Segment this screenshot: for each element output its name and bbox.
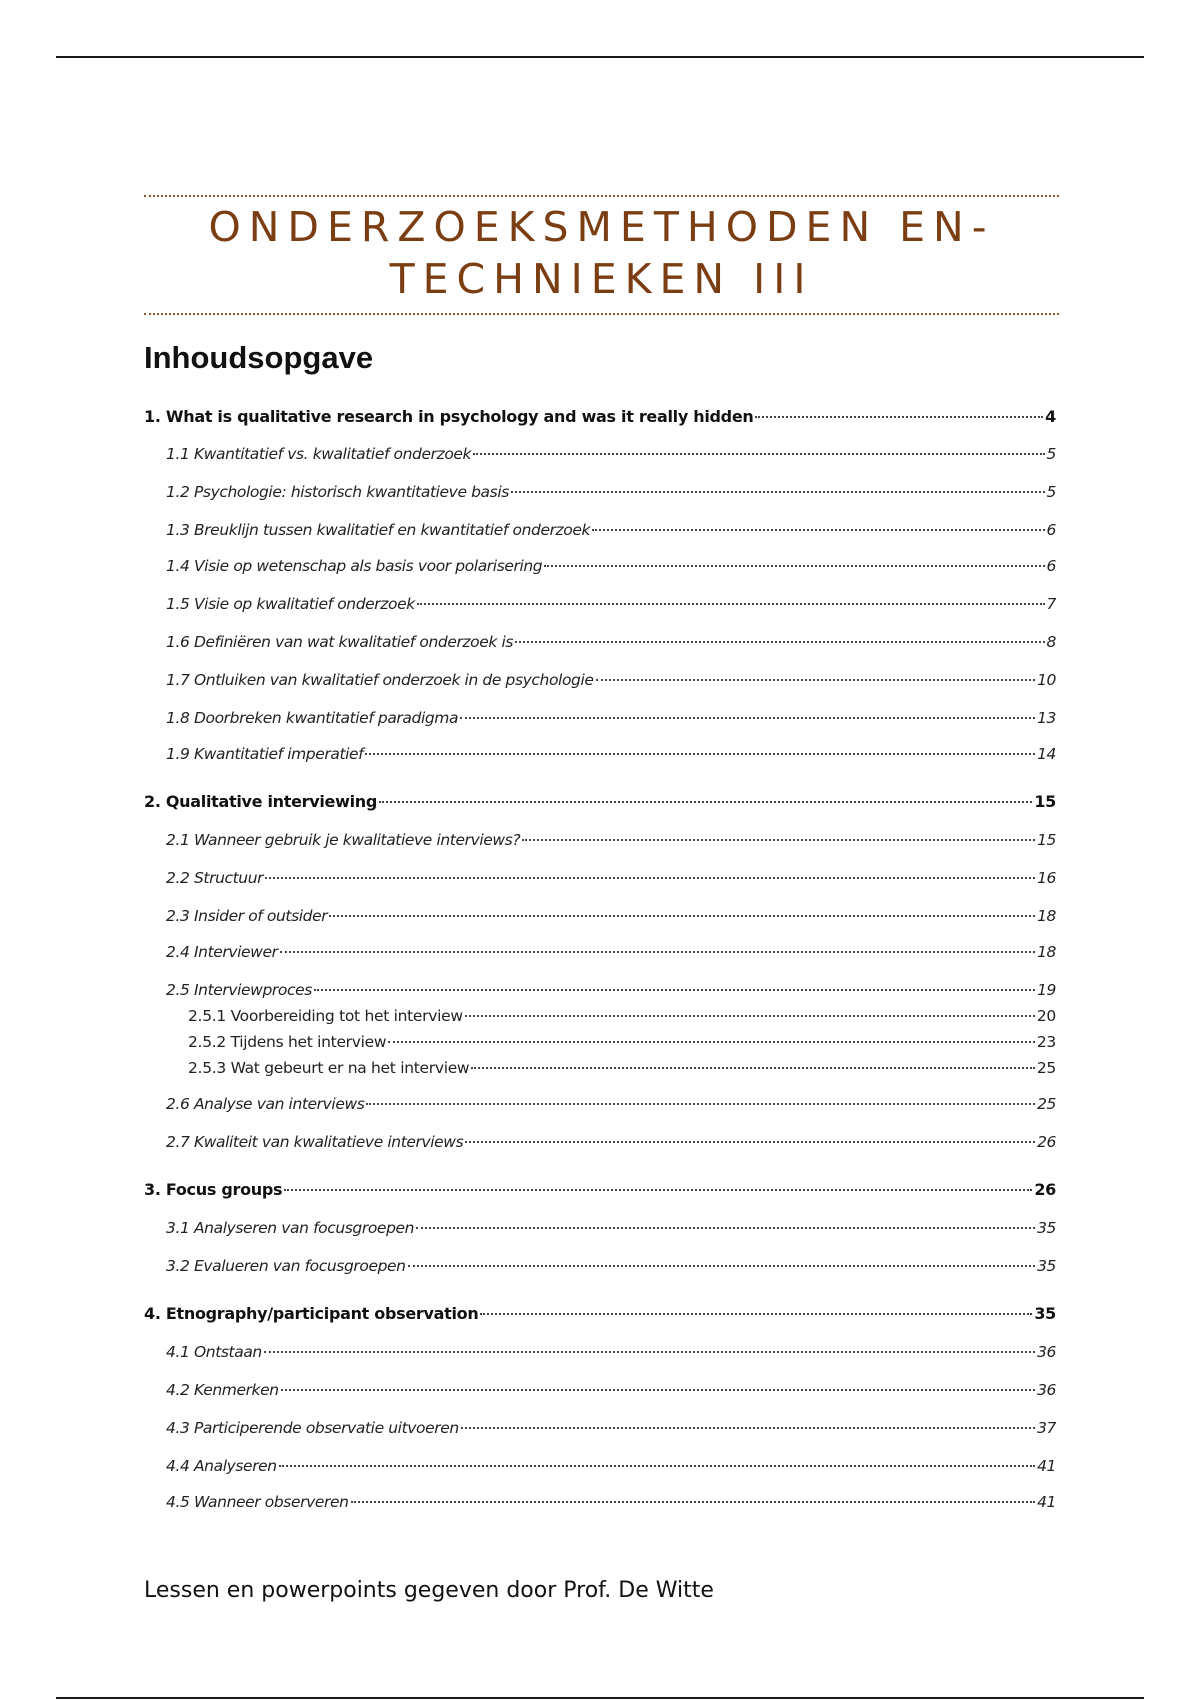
toc-entry-label: 1.5 Visie op kwalitatief onderzoek: [166, 595, 415, 613]
toc-leader-dots: [265, 877, 1035, 879]
toc-entry-label: 2.3 Insider of outsider: [166, 907, 328, 925]
toc-leader-dots: [279, 1465, 1035, 1467]
toc-leader-dots: [544, 565, 1044, 567]
toc-entry[interactable]: [166, 518, 1056, 542]
toc-leader-dots: [471, 1067, 1035, 1069]
toc-leader-dots: [284, 1189, 1032, 1191]
toc-entry-page: 15: [1037, 831, 1056, 849]
toc-entry-page: 15: [1034, 792, 1056, 811]
toc-leader-dots: [408, 1265, 1035, 1267]
toc-entry-page: 41: [1037, 1493, 1056, 1511]
title-box: [144, 195, 1059, 315]
toc-leader-dots: [465, 1015, 1035, 1017]
toc-entry[interactable]: [166, 1490, 1056, 1514]
toc-entry[interactable]: [188, 1030, 1056, 1054]
toc-leader-dots: [351, 1501, 1036, 1503]
toc-entry-label: 1.1 Kwantitatief vs. kwalitatief onderzoek: [166, 445, 472, 463]
toc-leader-dots: [596, 679, 1036, 681]
toc-entry-page: 26: [1034, 1180, 1056, 1199]
toc-entry-label: 2.7 Kwaliteit van kwalitatieve interviews: [166, 1133, 464, 1151]
toc-entry[interactable]: [166, 1130, 1056, 1154]
toc-entry-page: 13: [1037, 709, 1056, 727]
toc-leader-dots: [522, 839, 1035, 841]
toc-entry[interactable]: [166, 742, 1056, 766]
toc-entry-page: 18: [1037, 943, 1056, 961]
toc-entry-page: 7: [1046, 595, 1056, 613]
toc-leader-dots: [379, 801, 1032, 803]
toc-entry-page: 8: [1046, 633, 1056, 651]
toc-leader-dots: [511, 491, 1045, 493]
toc-leader-dots: [465, 1141, 1035, 1143]
toc-entry[interactable]: [166, 1454, 1056, 1478]
toc-entry[interactable]: [166, 978, 1056, 1002]
toc-entry-label: 2.6 Analyse van interviews: [166, 1095, 365, 1113]
toc-entry-label: 4.1 Ontstaan: [166, 1343, 262, 1361]
toc-entry[interactable]: [188, 1056, 1056, 1080]
toc-entry-label: 3.1 Analyseren van focusgroepen: [166, 1219, 415, 1237]
header-rule: [56, 56, 1144, 58]
toc-entry[interactable]: [144, 790, 1056, 814]
toc-entry-page: 25: [1037, 1095, 1056, 1113]
toc-entry[interactable]: [166, 706, 1056, 730]
toc-entry-label: 2.5 Interviewproces: [166, 981, 312, 999]
toc-entry-page: 5: [1046, 483, 1056, 501]
toc-entry-page: 41: [1037, 1457, 1056, 1475]
toc-leader-dots: [365, 753, 1035, 755]
toc-entry[interactable]: [166, 480, 1056, 504]
toc-entry-label: 2.5.2 Tijdens het interview: [188, 1033, 387, 1051]
toc-entry[interactable]: [166, 940, 1056, 964]
toc-entry-page: 14: [1037, 745, 1056, 763]
toc-entry-page: 18: [1037, 907, 1056, 925]
toc-entry-page: 36: [1037, 1381, 1056, 1399]
toc-entry-page: 26: [1037, 1133, 1056, 1151]
toc-entry-label: 1.2 Psychologie: historisch kwantitatieve basis: [166, 483, 509, 501]
toc-entry-page: 16: [1037, 869, 1056, 887]
toc-entry-label: 2.5.3 Wat gebeurt er na het interview: [188, 1059, 470, 1077]
toc-leader-dots: [515, 641, 1044, 643]
toc-leader-dots: [314, 989, 1035, 991]
toc-entry-label: 1.4 Visie op wetenschap als basis voor polarisering: [166, 557, 543, 575]
toc-entry-label: 4. Etnography/participant observation: [144, 1304, 479, 1323]
toc-entry-label: 2.1 Wanneer gebruik je kwalitatieve interviews?: [166, 831, 521, 849]
toc-entry-page: 4: [1045, 407, 1056, 426]
toc-entry[interactable]: [166, 1340, 1056, 1364]
toc-entry-label: 4.5 Wanneer observeren: [166, 1493, 349, 1511]
toc-entry[interactable]: [166, 630, 1056, 654]
toc-entry-page: 23: [1036, 1033, 1056, 1051]
toc-entry-page: 10: [1037, 671, 1056, 689]
toc-leader-dots: [755, 416, 1043, 418]
toc-leader-dots: [280, 951, 1036, 953]
toc-entry-label: 1.7 Ontluiken van kwalitatief onderzoek in de psychologie: [166, 671, 594, 689]
toc-entry-page: 6: [1046, 557, 1056, 575]
toc-entry-page: 35: [1037, 1257, 1056, 1275]
toc-entry-page: 25: [1036, 1059, 1056, 1077]
toc-leader-dots: [417, 603, 1045, 605]
toc-entry[interactable]: [166, 592, 1056, 616]
toc-entry-page: 6: [1046, 521, 1056, 539]
toc-leader-dots: [480, 1313, 1032, 1315]
toc-leader-dots: [461, 1427, 1035, 1429]
toc-leader-dots: [460, 717, 1035, 719]
toc-entry-label: 2.5.1 Voorbereiding tot het interview: [188, 1007, 463, 1025]
toc-leader-dots: [388, 1041, 1035, 1043]
toc-entry-page: 35: [1034, 1304, 1056, 1323]
toc-entry-page: 37: [1037, 1419, 1056, 1437]
toc-leader-dots: [329, 915, 1035, 917]
toc-entry-label: 2.4 Interviewer: [166, 943, 278, 961]
toc-entry[interactable]: [166, 668, 1056, 692]
toc-entry-label: 1.9 Kwantitatief imperatief: [166, 745, 364, 763]
toc-entry[interactable]: [166, 1378, 1056, 1402]
toc-entry-label: 3.2 Evalueren van focusgroepen: [166, 1257, 406, 1275]
toc-entry[interactable]: [166, 1092, 1056, 1116]
toc-entry[interactable]: [144, 1178, 1056, 1202]
toc-entry-page: 19: [1037, 981, 1056, 999]
toc-entry[interactable]: [166, 866, 1056, 890]
toc-entry-label: 1.8 Doorbreken kwantitatief paradigma: [166, 709, 459, 727]
toc-entry[interactable]: [188, 1004, 1056, 1028]
toc-entry-label: 4.2 Kenmerken: [166, 1381, 279, 1399]
toc-entry[interactable]: [166, 554, 1056, 578]
toc-heading: Inhoudsopgave: [144, 340, 374, 375]
toc-entry[interactable]: [166, 1254, 1056, 1278]
toc-entry[interactable]: [166, 904, 1056, 928]
toc-entry-page: 35: [1037, 1219, 1056, 1237]
toc-entry-label: 1. What is qualitative research in psychology and was it really hidden: [144, 407, 754, 426]
toc-leader-dots: [366, 1103, 1035, 1105]
footer-note: Lessen en powerpoints gegeven door Prof. De Witte: [144, 1578, 714, 1603]
toc-entry-label: 1.3 Breuklijn tussen kwalitatief en kwantitatief onderzoek: [166, 521, 591, 539]
toc-entry[interactable]: [166, 828, 1056, 852]
toc-entry-label: 1.6 Definiëren van wat kwalitatief onderzoek is: [166, 633, 514, 651]
toc-entry-page: 20: [1036, 1007, 1056, 1025]
toc-leader-dots: [281, 1389, 1035, 1391]
toc-entry-label: 2.2 Structuur: [166, 869, 264, 887]
toc-entry-label: 3. Focus groups: [144, 1180, 283, 1199]
toc-leader-dots: [416, 1227, 1035, 1229]
toc-entry-label: 4.3 Participerende observatie uitvoeren: [166, 1419, 459, 1437]
toc-entry[interactable]: [144, 405, 1056, 429]
toc-leader-dots: [264, 1351, 1035, 1353]
toc-leader-dots: [473, 453, 1044, 455]
toc-entry-page: 36: [1037, 1343, 1056, 1361]
toc-entry-label: 4.4 Analyseren: [166, 1457, 277, 1475]
toc-entry[interactable]: [166, 1216, 1056, 1240]
document-title: ONDERZOEKSMETHODEN EN- TECHNIEKEN III: [208, 203, 995, 303]
toc-entry-page: 5: [1046, 445, 1056, 463]
toc-leader-dots: [592, 529, 1044, 531]
toc-entry-label: 2. Qualitative interviewing: [144, 792, 378, 811]
toc-entry[interactable]: [144, 1302, 1056, 1326]
toc-entry[interactable]: [166, 442, 1056, 466]
toc-entry[interactable]: [166, 1416, 1056, 1440]
footer-rule: [56, 1697, 1144, 1699]
